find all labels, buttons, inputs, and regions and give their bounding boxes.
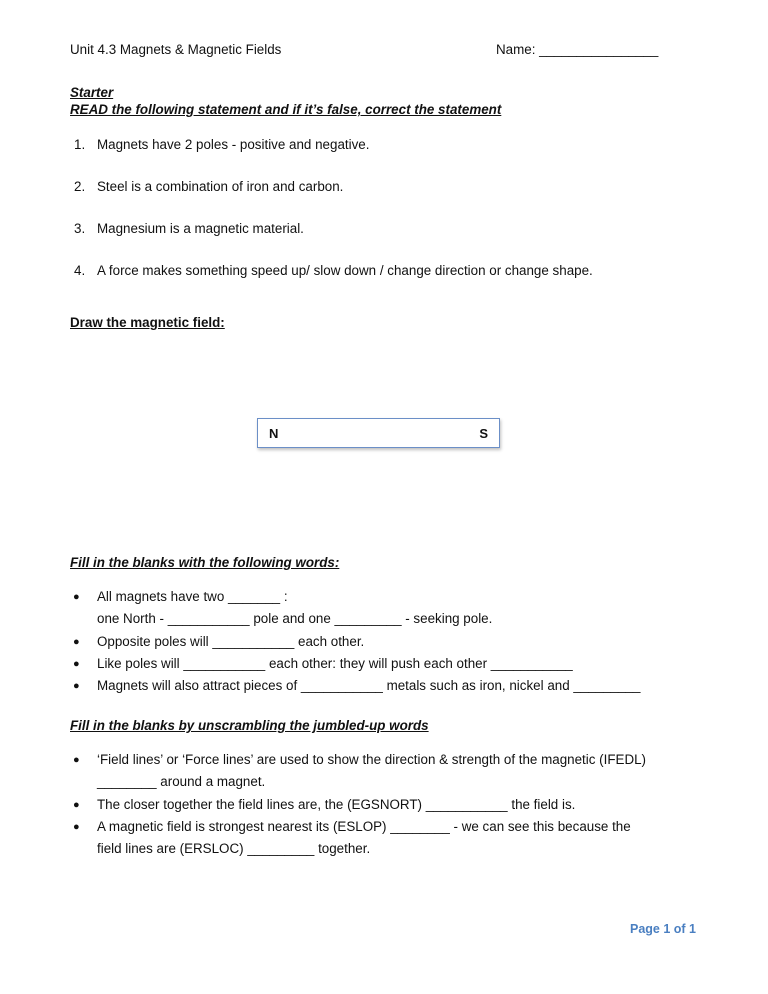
item-line: Like poles will ___________ each other: they will push each other ___________	[97, 655, 573, 671]
statement-text: A force makes something speed up/ slow down / change direction or change shape.	[97, 263, 593, 278]
bar-magnet	[257, 418, 500, 448]
statement-number: 3.	[74, 221, 86, 236]
bullet-icon: ●	[73, 635, 80, 648]
item-line: field lines are (ERSLOC) _________ together.	[97, 841, 371, 857]
statement-text: Steel is a combination of iron and carbon.	[97, 179, 344, 194]
unscramble-heading: Fill in the blanks by unscrambling the jumbled-up words	[70, 718, 429, 733]
unscramble-list	[70, 749, 646, 860]
page-number: Page 1 of 1	[630, 922, 696, 936]
bullet-icon: ●	[73, 798, 80, 811]
south-pole-label: S	[479, 426, 488, 441]
list-item	[70, 586, 640, 631]
unit-title: Unit 4.3 Magnets & Magnetic Fields	[70, 42, 282, 57]
statement-number: 2.	[74, 179, 86, 194]
item-line: ________ around a magnet.	[97, 774, 266, 790]
bullet-icon: ●	[73, 680, 80, 693]
item-line: All magnets have two _______ :	[97, 589, 288, 604]
bullet-icon: ●	[73, 754, 80, 766]
statement-number: 4.	[74, 263, 86, 278]
statement-text: Magnets have 2 poles - positive and negative.	[97, 137, 370, 152]
list-item	[70, 749, 646, 794]
draw-field-heading: Draw the magnetic field:	[70, 315, 225, 330]
statement-number: 1.	[74, 137, 86, 152]
bullet-icon: ●	[73, 591, 80, 603]
starter-instruction: READ the following statement and if it’s false, correct the statement	[70, 102, 502, 117]
name-field-label: Name: ________________	[496, 42, 659, 57]
list-item	[70, 631, 640, 653]
fill-words-heading: Fill in the blanks with the following words:	[70, 555, 340, 570]
item-line: A magnetic field is strongest nearest its (ESLOP) ________ - we can see this because the	[97, 818, 631, 834]
list-item	[70, 653, 640, 675]
list-item	[70, 675, 640, 697]
item-line: ‘Field lines’ or ‘Force lines’ are used to show the direction & strength of the magnetic (IFEDL)	[97, 752, 647, 767]
item-line: one North - ___________ pole and one _________ - seeking pole.	[97, 611, 493, 627]
item-line: Magnets will also attract pieces of ___________ metals such as iron, nickel and _________	[97, 678, 641, 694]
item-line: The closer together the field lines are, the (EGSNORT) ___________ the field is.	[97, 796, 576, 812]
bullet-icon: ●	[73, 657, 80, 670]
bullet-icon: ●	[73, 820, 80, 833]
north-pole-label: N	[269, 426, 279, 441]
list-item	[70, 816, 646, 861]
item-line: Opposite poles will ___________ each other.	[97, 633, 365, 649]
fill-words-list	[70, 586, 640, 697]
statement-text: Magnesium is a magnetic material.	[97, 221, 304, 236]
list-item	[70, 794, 646, 816]
starter-heading: Starter	[70, 85, 114, 100]
